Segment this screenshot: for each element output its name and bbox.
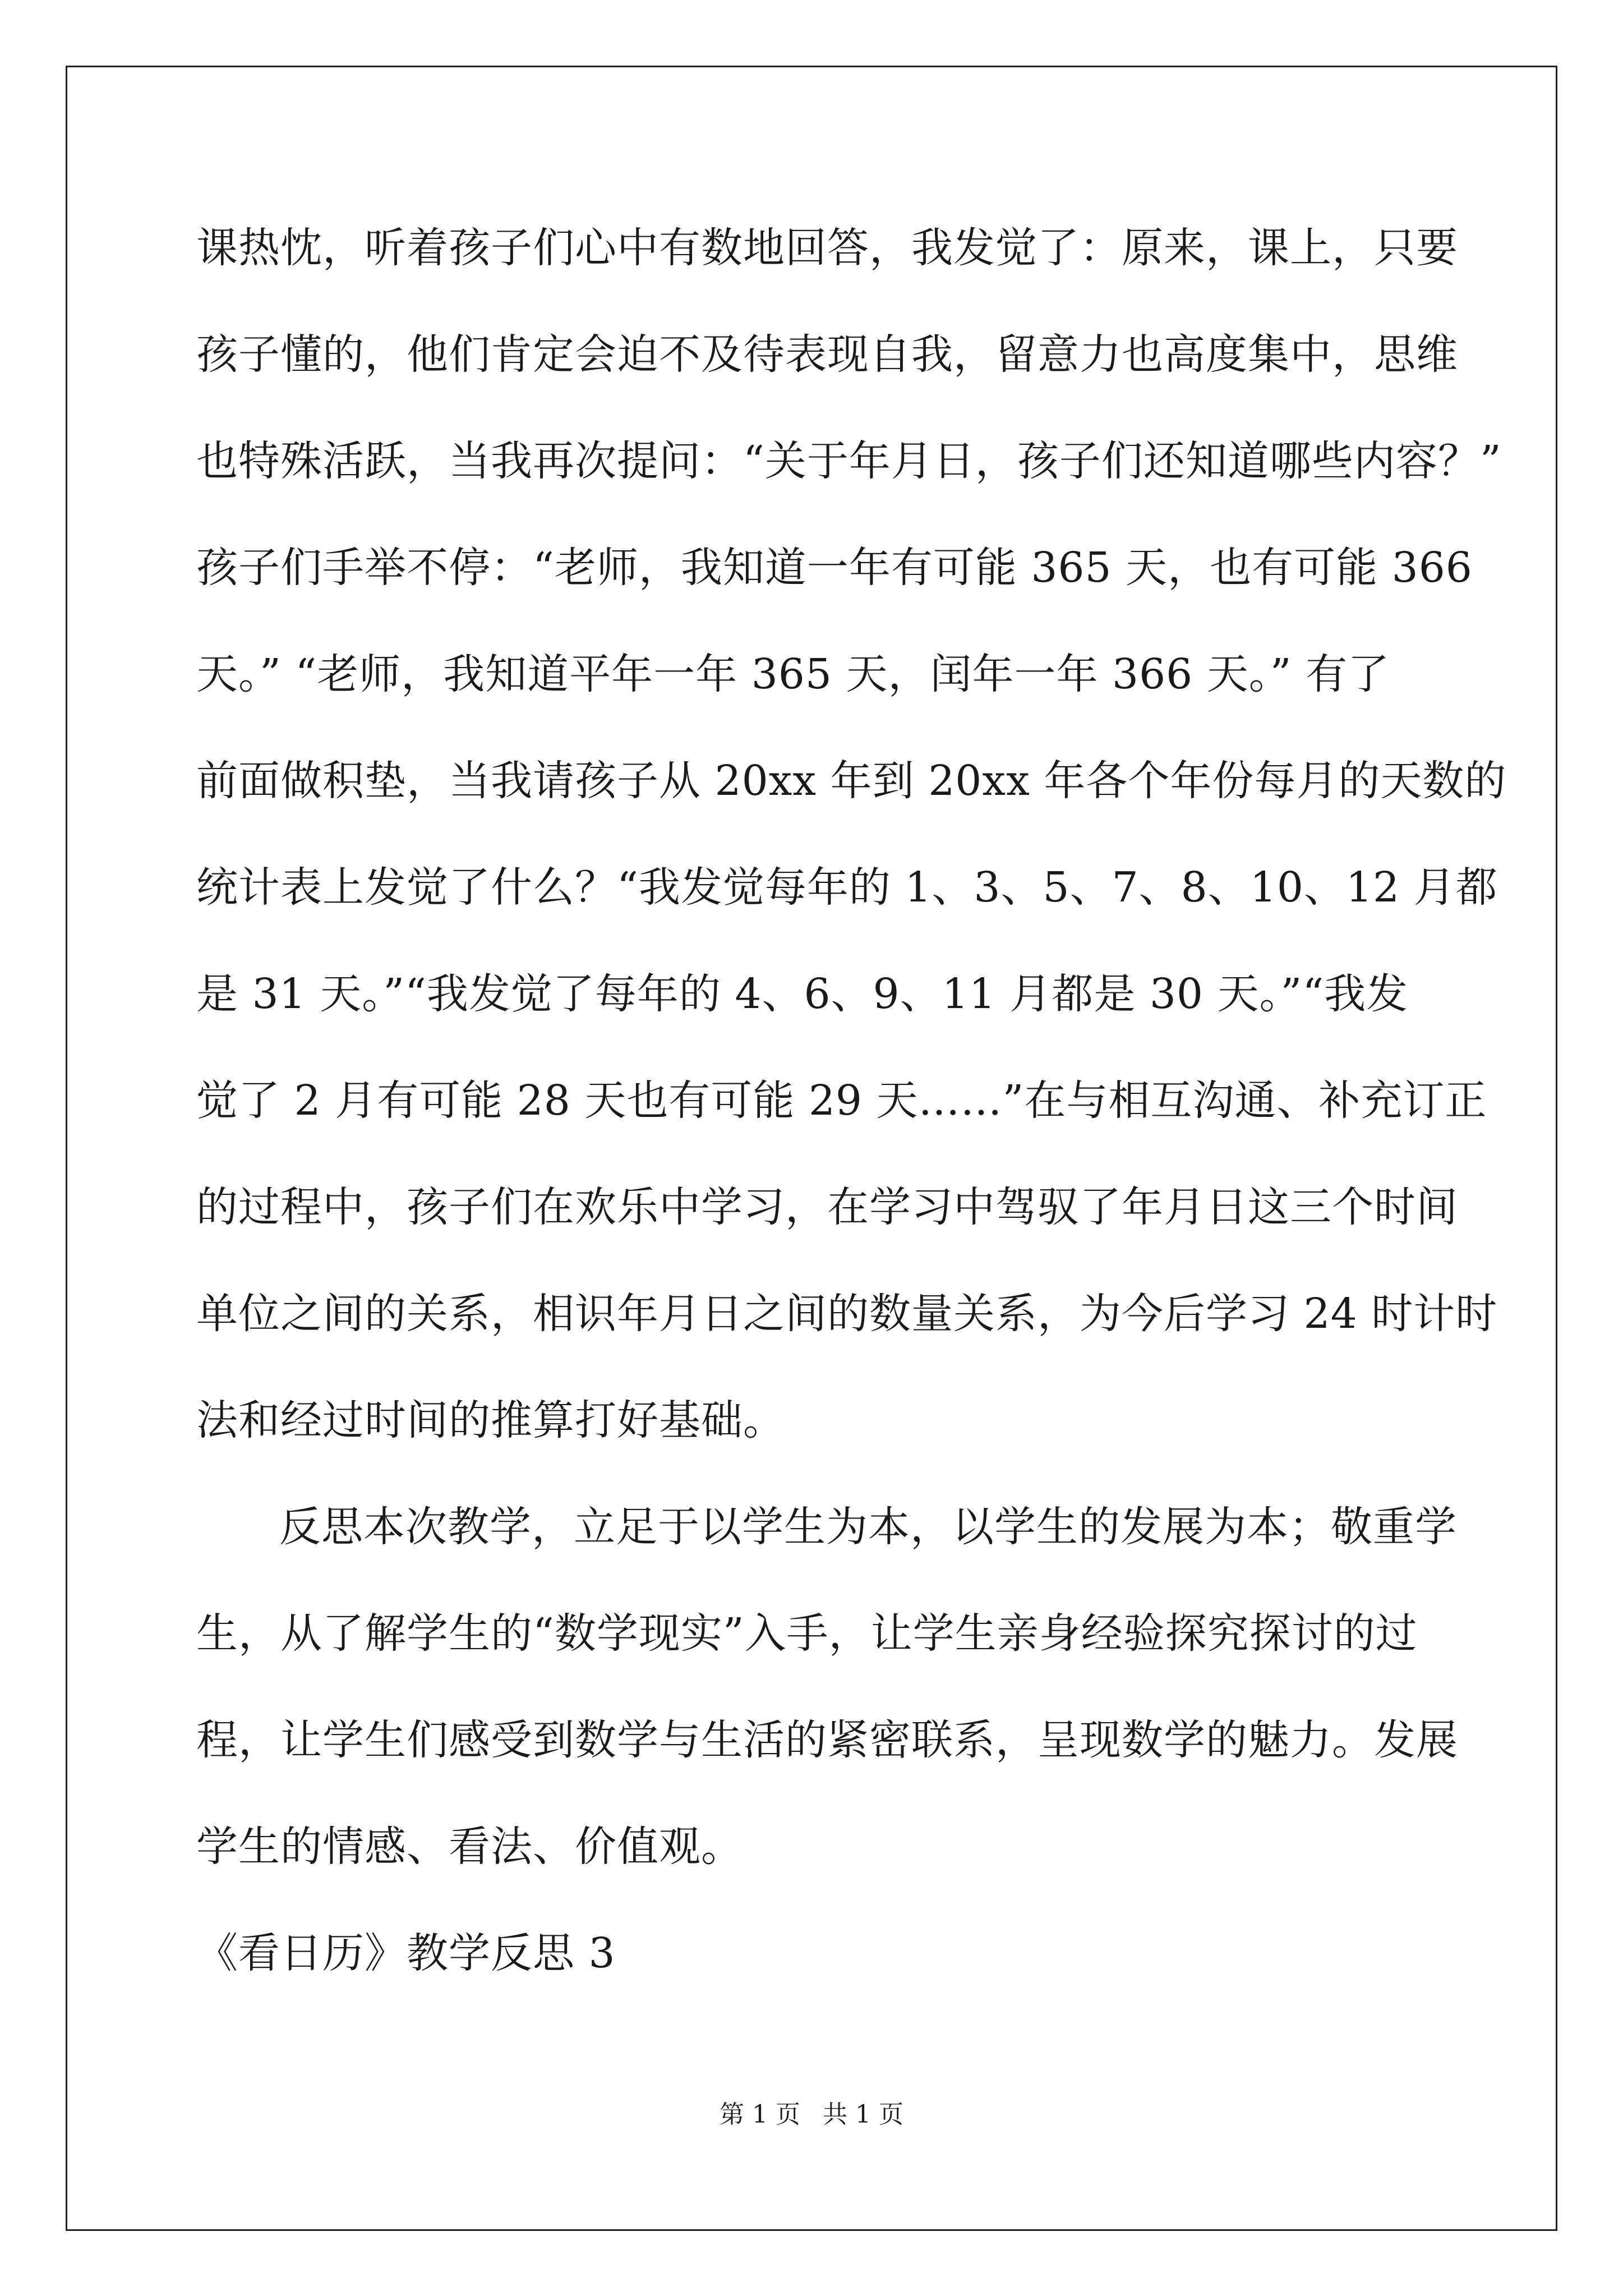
section-heading: 《看日历》教学反思 3 <box>196 1929 616 1977</box>
paragraph-1 <box>196 216 1507 1495</box>
text-line: 统计表上发觉了什么？“我发觉每年的 1、3、5、7、8、10、12 月都 <box>196 863 1498 912</box>
text-line: 也特殊活跃，当我再次提问：“关于年月日，孩子们还知道哪些内容？” <box>196 437 1502 485</box>
text-line: 天。” “老师，我知道平年一年 365 天，闰年一年 366 天。” 有了 <box>196 650 1390 698</box>
text-line: 法和经过时间的推算打好基础。 <box>196 1396 785 1444</box>
paragraph-2 <box>196 1495 1458 1921</box>
text-line: 前面做积垫，当我请孩子从 20xx 年到 20xx 年各个年份每月的天数的 <box>196 757 1507 805</box>
text-line: 孩子们手举不停：“老师，我知道一年有可能 365 天，也有可能 366 <box>196 544 1473 592</box>
text-line: 是 31 天。”“我发觉了每年的 4、6、9、11 月都是 30 天。”“我发 <box>196 970 1409 1018</box>
text-line: 的过程中，孩子们在欢乐中学习，在学习中驾驭了年月日这三个时间 <box>196 1183 1458 1231</box>
document-body <box>196 216 1507 2028</box>
text-line: 单位之间的关系，相识年月日之间的数量关系，为今后学习 24 时计时 <box>196 1290 1498 1338</box>
text-line: 孩子懂的，他们肯定会迫不及待表现自我，留意力也高度集中，思维 <box>196 330 1458 379</box>
text-line: 觉了 2 月有可能 28 天也有可能 29 天……”在与相互沟通、补充订正 <box>196 1076 1487 1125</box>
text-line: 课热忱，听着孩子们心中有数地回答，我发觉了：原来，课上，只要 <box>196 224 1458 272</box>
page-footer <box>0 2098 1623 2132</box>
text-line: 生，从了解学生的“数学现实”入手，让学生亲身经验探究探讨的过 <box>196 1609 1418 1658</box>
page-total: 共 1 页 <box>823 2100 903 2129</box>
page-number: 第 1 页 <box>720 2100 800 2129</box>
text-line: 反思本次教学，立足于以学生为本，以学生的发展为本；敬重学 <box>279 1503 1457 1551</box>
text-line: 程，让学生们感受到数学与生活的紧密联系，呈现数学的魅力。发展 <box>196 1716 1458 1764</box>
text-line: 学生的情感、看法、价值观。 <box>196 1823 743 1871</box>
